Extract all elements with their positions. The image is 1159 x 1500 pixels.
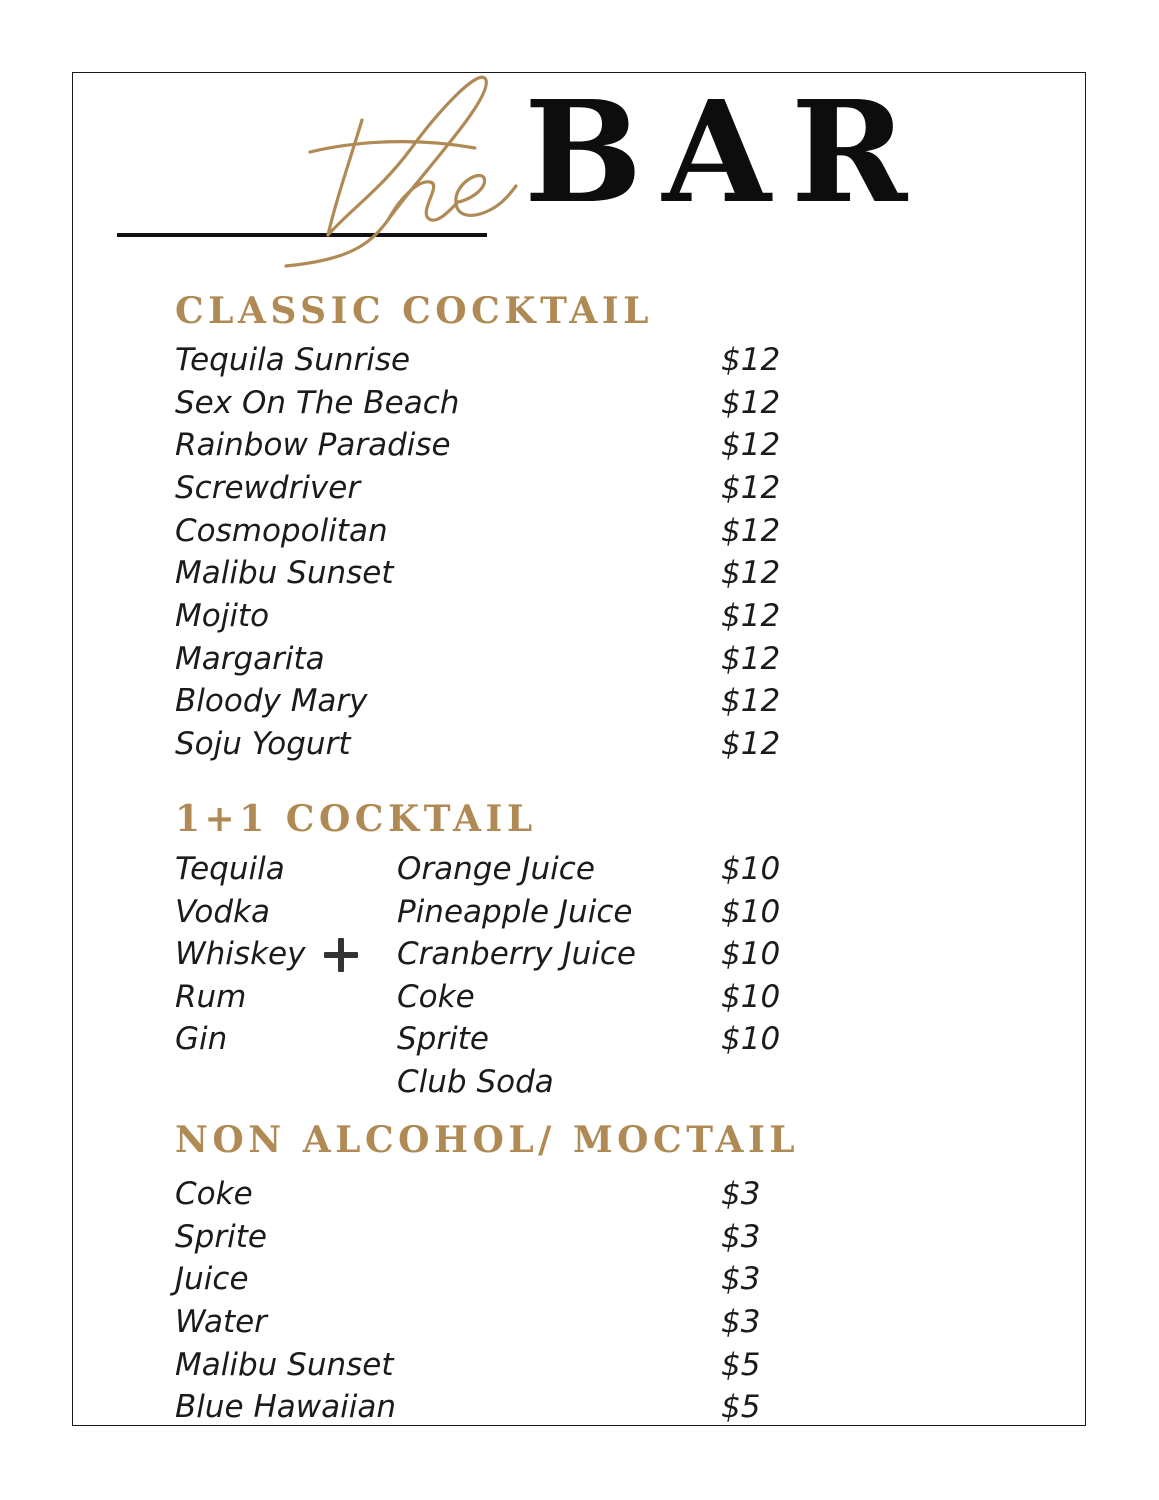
section-heading-one-plus-one: 1+1 COCKTAIL	[175, 798, 537, 840]
classic-item-name: Bloody Mary	[175, 683, 368, 719]
classic-item-name: Screwdriver	[175, 470, 361, 506]
classic-item-price: $12	[721, 555, 781, 591]
combo-price: $10	[721, 894, 781, 930]
spirit-item: Gin	[175, 1021, 228, 1057]
mixer-item: Pineapple Juice	[397, 894, 633, 930]
classic-item-price: $12	[721, 683, 781, 719]
section-heading-classic: CLASSIC COCKTAIL	[175, 290, 653, 332]
non-alcohol-item-name: Juice	[175, 1261, 249, 1297]
classic-item-name: Tequila Sunrise	[175, 342, 411, 378]
non-alcohol-item-name: Sprite	[175, 1219, 267, 1255]
plus-icon	[324, 938, 358, 972]
classic-item-name: Malibu Sunset	[175, 555, 394, 591]
classic-item-price: $12	[721, 598, 781, 634]
classic-item-price: $12	[721, 641, 781, 677]
non-alcohol-item-name: Malibu Sunset	[175, 1347, 394, 1383]
classic-item-price: $12	[721, 513, 781, 549]
spirit-item: Tequila	[175, 851, 285, 887]
mixer-item: Coke	[397, 979, 475, 1015]
classic-item-price: $12	[721, 342, 781, 378]
classic-item-price: $12	[721, 726, 781, 762]
spirit-item: Whiskey	[175, 936, 306, 972]
spirit-item: Vodka	[175, 894, 270, 930]
non-alcohol-item-price: $5	[721, 1389, 761, 1425]
classic-item-price: $12	[721, 385, 781, 421]
classic-item-name: Cosmopolitan	[175, 513, 388, 549]
non-alcohol-item-price: $5	[721, 1347, 761, 1383]
combo-price: $10	[721, 936, 781, 972]
classic-item-name: Rainbow Paradise	[175, 427, 451, 463]
non-alcohol-item-name: Coke	[175, 1176, 253, 1212]
non-alcohol-item-price: $3	[721, 1304, 761, 1340]
combo-price: $10	[721, 851, 781, 887]
classic-item-name: Margarita	[175, 641, 325, 677]
non-alcohol-item-price: $3	[721, 1261, 761, 1297]
classic-item-name: Sex On The Beach	[175, 385, 460, 421]
classic-item-price: $12	[721, 470, 781, 506]
non-alcohol-item-name: Blue Hawaiian	[175, 1389, 396, 1425]
title-bar-word: BAR	[524, 71, 928, 235]
spirit-item: Rum	[175, 979, 247, 1015]
classic-item-price: $12	[721, 427, 781, 463]
section-heading-non-alcohol: NON ALCOHOL/ MOCTAIL	[175, 1119, 800, 1161]
combo-price: $10	[721, 1021, 781, 1057]
script-the-lettering	[270, 70, 540, 270]
combo-price: $10	[721, 979, 781, 1015]
non-alcohol-item-price: $3	[721, 1219, 761, 1255]
mixer-item: Sprite	[397, 1021, 489, 1057]
non-alcohol-item-price: $3	[721, 1176, 761, 1212]
mixer-item: Club Soda	[397, 1064, 554, 1100]
classic-item-name: Soju Yogurt	[175, 726, 351, 762]
classic-item-name: Mojito	[175, 598, 270, 634]
mixer-item: Orange Juice	[397, 851, 595, 887]
mixer-item: Cranberry Juice	[397, 936, 636, 972]
non-alcohol-item-name: Water	[175, 1304, 267, 1340]
